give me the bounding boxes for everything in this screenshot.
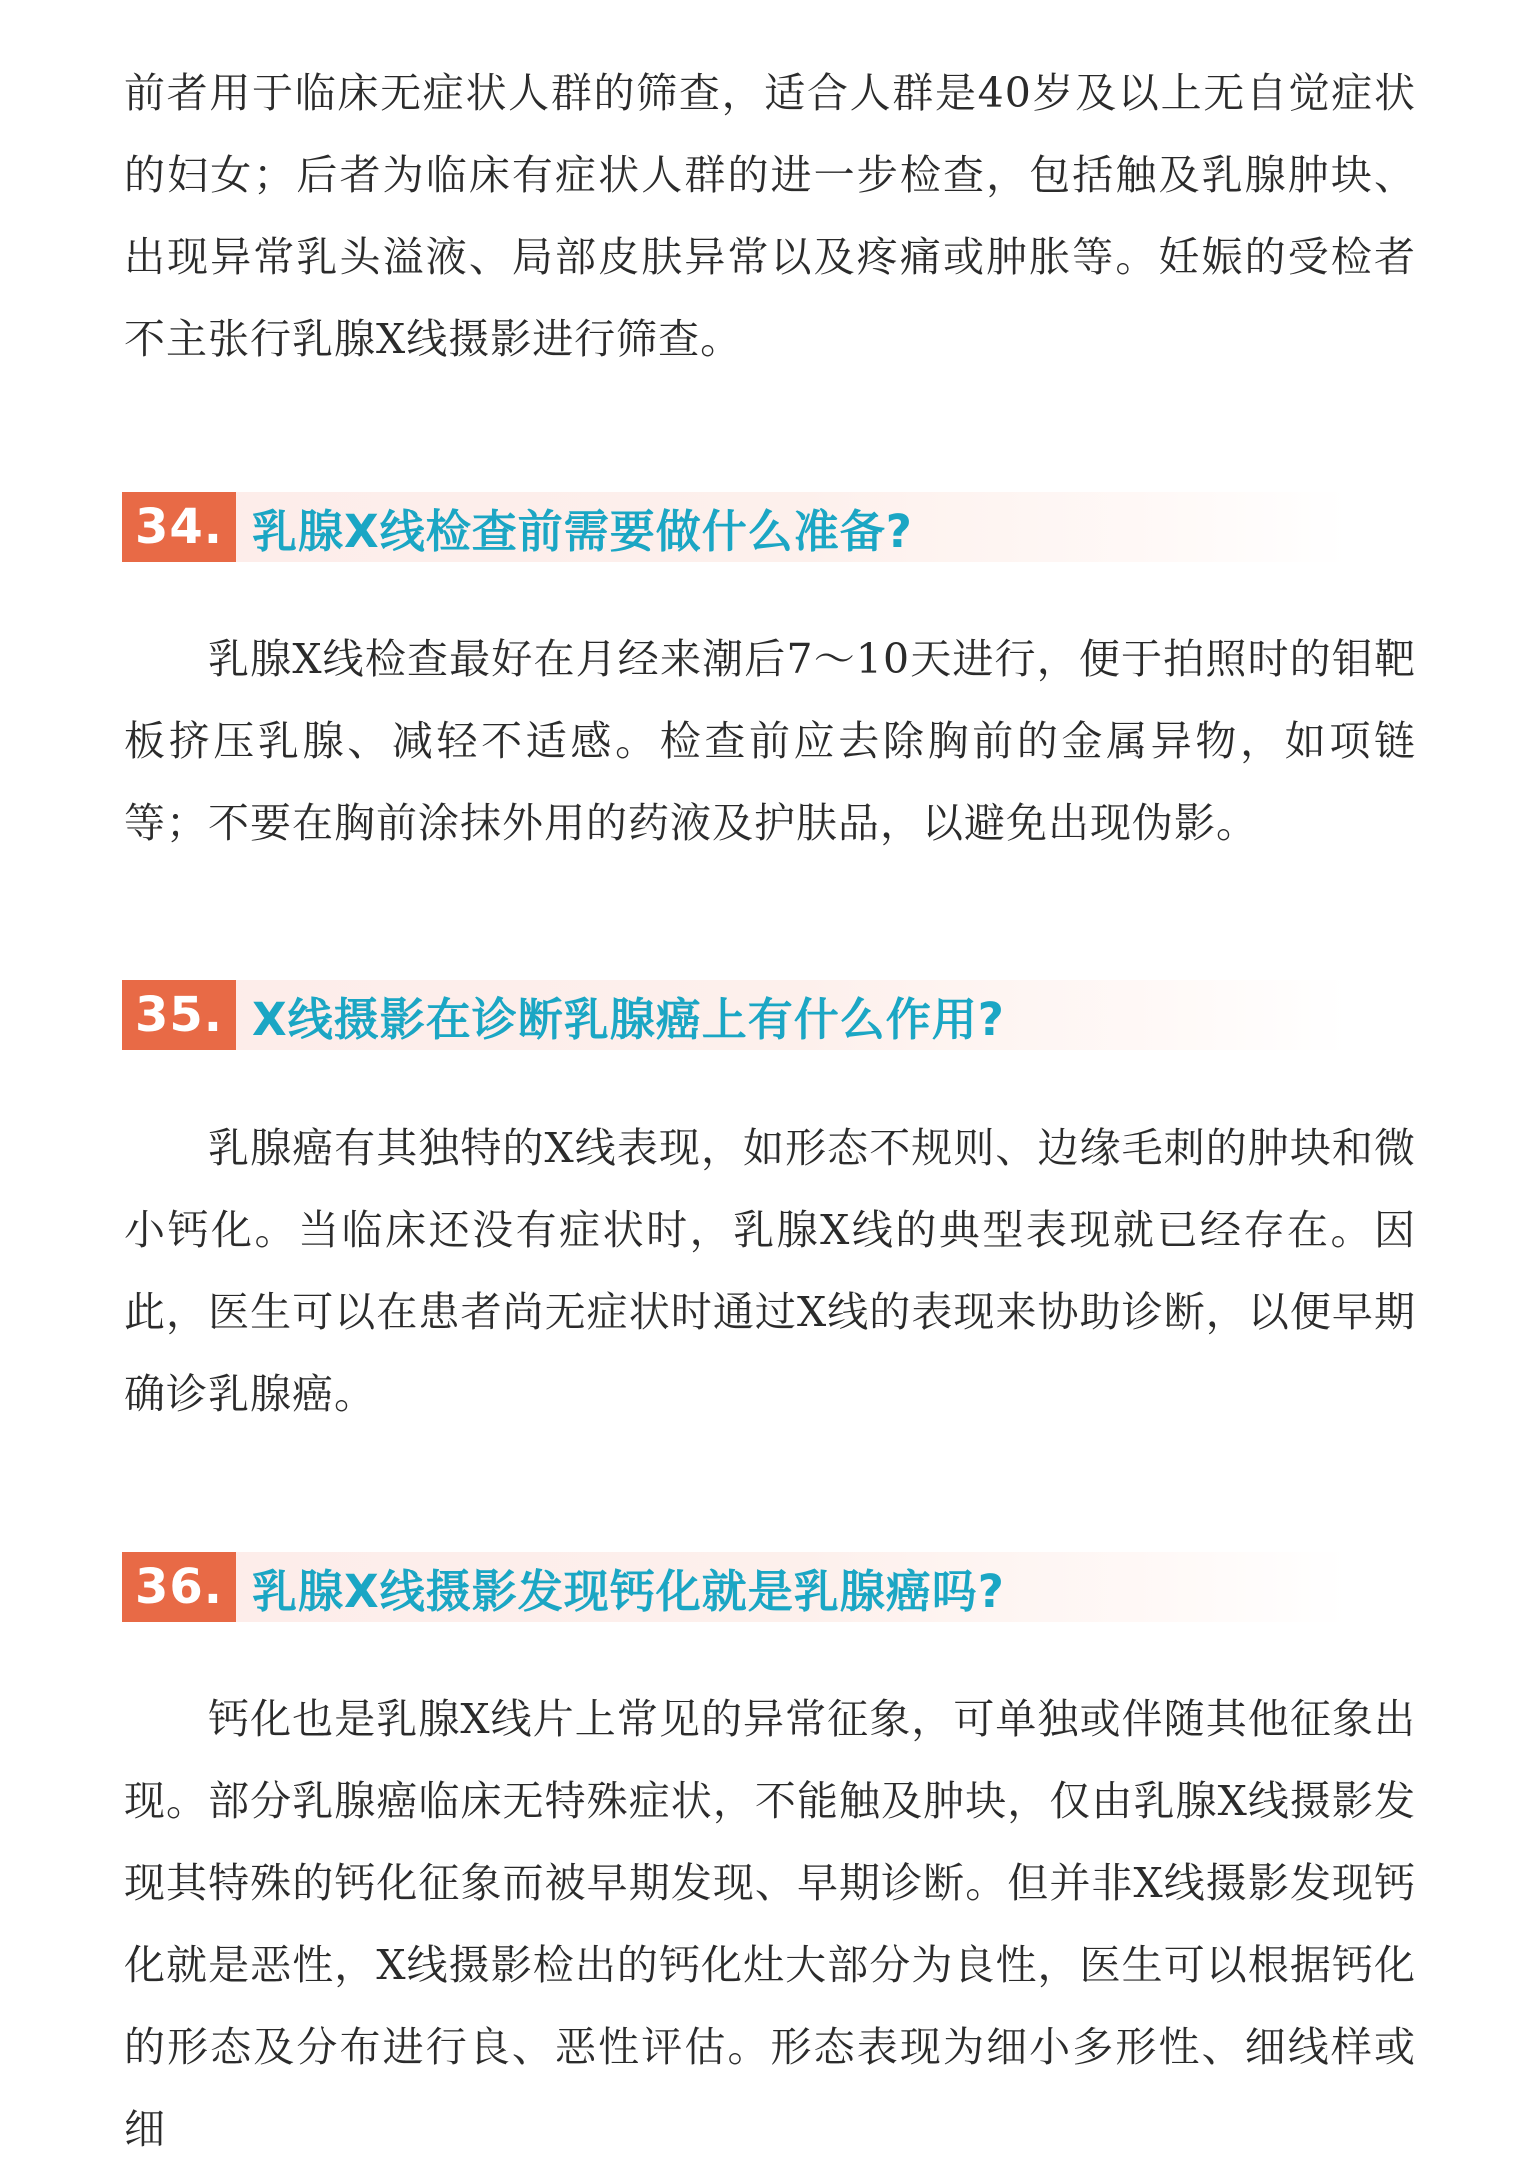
question-number-badge: 35. [122,980,236,1050]
question-number-badge: 34. [122,492,236,562]
question-heading-35 [122,980,1348,1050]
question-title: 乳腺X线检查前需要做什么准备? [252,504,913,558]
question-heading-36 [122,1552,1348,1622]
question-title: 乳腺X线摄影发现钙化就是乳腺癌吗? [252,1564,1005,1618]
question-heading-34 [122,492,1348,562]
body-paragraph-2: 乳腺X线检查最好在月经来潮后7～10天进行，便于拍照时的钼靶板挤压乳腺、减轻不适感。检查前应去除胸前的金属异物，如项链等；不要在胸前涂抹外用的药液及护肤品，以避免出现伪影。 [124,635,1416,847]
body-paragraph-3: 乳腺癌有其独特的X线表现，如形态不规则、边缘毛刺的肿块和微小钙化。当临床还没有症状时，乳腺X线的典型表现就已经存在。因此，医生可以在患者尚无症状时通过X线的表现来协助诊断，以便早期确诊乳腺癌。 [124,1124,1416,1418]
body-paragraph-4: 钙化也是乳腺X线片上常见的异常征象，可单独或伴随其他征象出现。部分乳腺癌临床无特殊症状，不能触及肿块，仅由乳腺X线摄影发现其特殊的钙化征象而被早期发现、早期诊断。但并非X线摄影发现钙化就是恶性，X线摄影检出的钙化灶大部分为良性，医生可以根据钙化的形态及分布进行良、恶性评估。形态表现为细小多形性、细线样或细 [124,1695,1416,2153]
body-paragraph-1: 前者用于临床无症状人群的筛查，适合人群是40岁及以上无自觉症状的妇女；后者为临床有症状人群的进一步检查，包括触及乳腺肿块、出现异常乳头溢液、局部皮肤异常以及疼痛或肿胀等。妊娠的受检者不主张行乳腺X线摄影进行筛查。 [124,69,1416,363]
question-number-badge: 36. [122,1552,236,1622]
question-title: X线摄影在诊断乳腺癌上有什么作用? [252,992,1005,1046]
